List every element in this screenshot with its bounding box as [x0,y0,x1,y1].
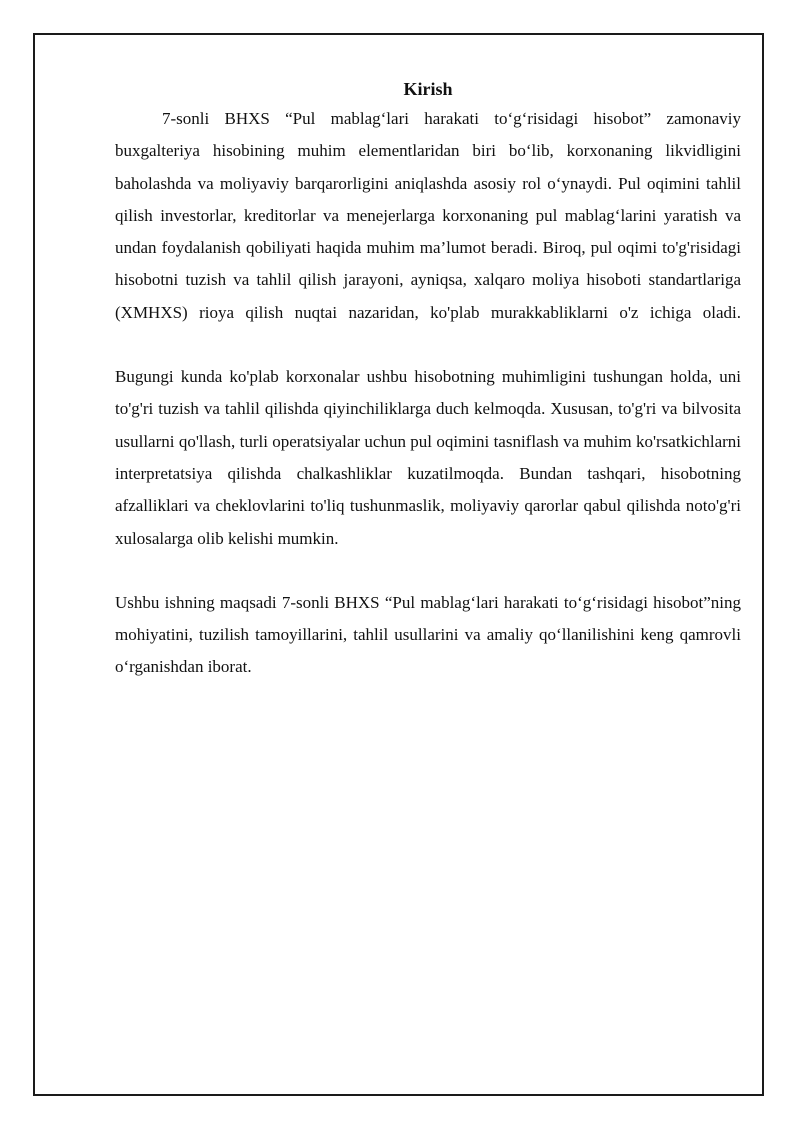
intro-paragraph-2: Bugungi kunda ko'plab korxonalar ushbu hisobotning muhimligini tushungan holda, uni to'g'ri tuzish va tahlil qilishda qiyinchiliklarga duch kelmoqda. Xususan, to'g'ri va bilvosita usullarni qo'llash, turli operatsiyalar uchun pul oqimini tasniflash va muhim ko'rsatkichlarni interpretatsiya qilishda chalkashliklar kuzatilmoqda. Bundan tashqari, hisobotning afzalliklari va cheklovlarini to'liq tushunmaslik, moliyaviy qarorlar qabul qilishda noto'g'ri xulosalarga olib kelishi mumkin. [115,367,741,548]
paragraph-spacer [115,329,741,361]
intro-paragraph-1: 7-sonli BHXS “Pul mablag‘lari harakati to‘g‘risidagi hisobot” zamonaviy buxgalteriya hisobining muhim elementlaridan biri bo‘lib, korxonaning likvidligini baholashda va moliyaviy barqarorligini aniqlashda asosiy rol o‘ynaydi. Pul oqimini tahlil qilish investorlar, kreditorlar va menejerlarga korxonaning pul mablag‘larini yaratish va undan foydalanish qobiliyati haqida muhim ma’lumot beradi. Biroq, pul oqimi to'g'risidagi hisobotni tuzish va tahlil qilish jarayoni, ayniqsa, xalqaro moliya hisoboti standartlariga (XMHXS) rioya qilish nuqtai nazaridan, ko'plab murakkabliklarni o'z ichiga oladi. [115,109,741,322]
paragraph-spacer [115,555,741,587]
document-body [115,75,741,684]
page-title: Kirish [403,79,453,99]
intro-paragraph-3: Ushbu ishning maqsadi 7-sonli BHXS “Pul mablag‘lari harakati to‘g‘risidagi hisobot”ning mohiyatini, tuzilish tamoyillarini, tahlil usullarini va amaliy qo‘llanilishini keng qamrovli o‘rganishdan iborat. [115,592,741,677]
